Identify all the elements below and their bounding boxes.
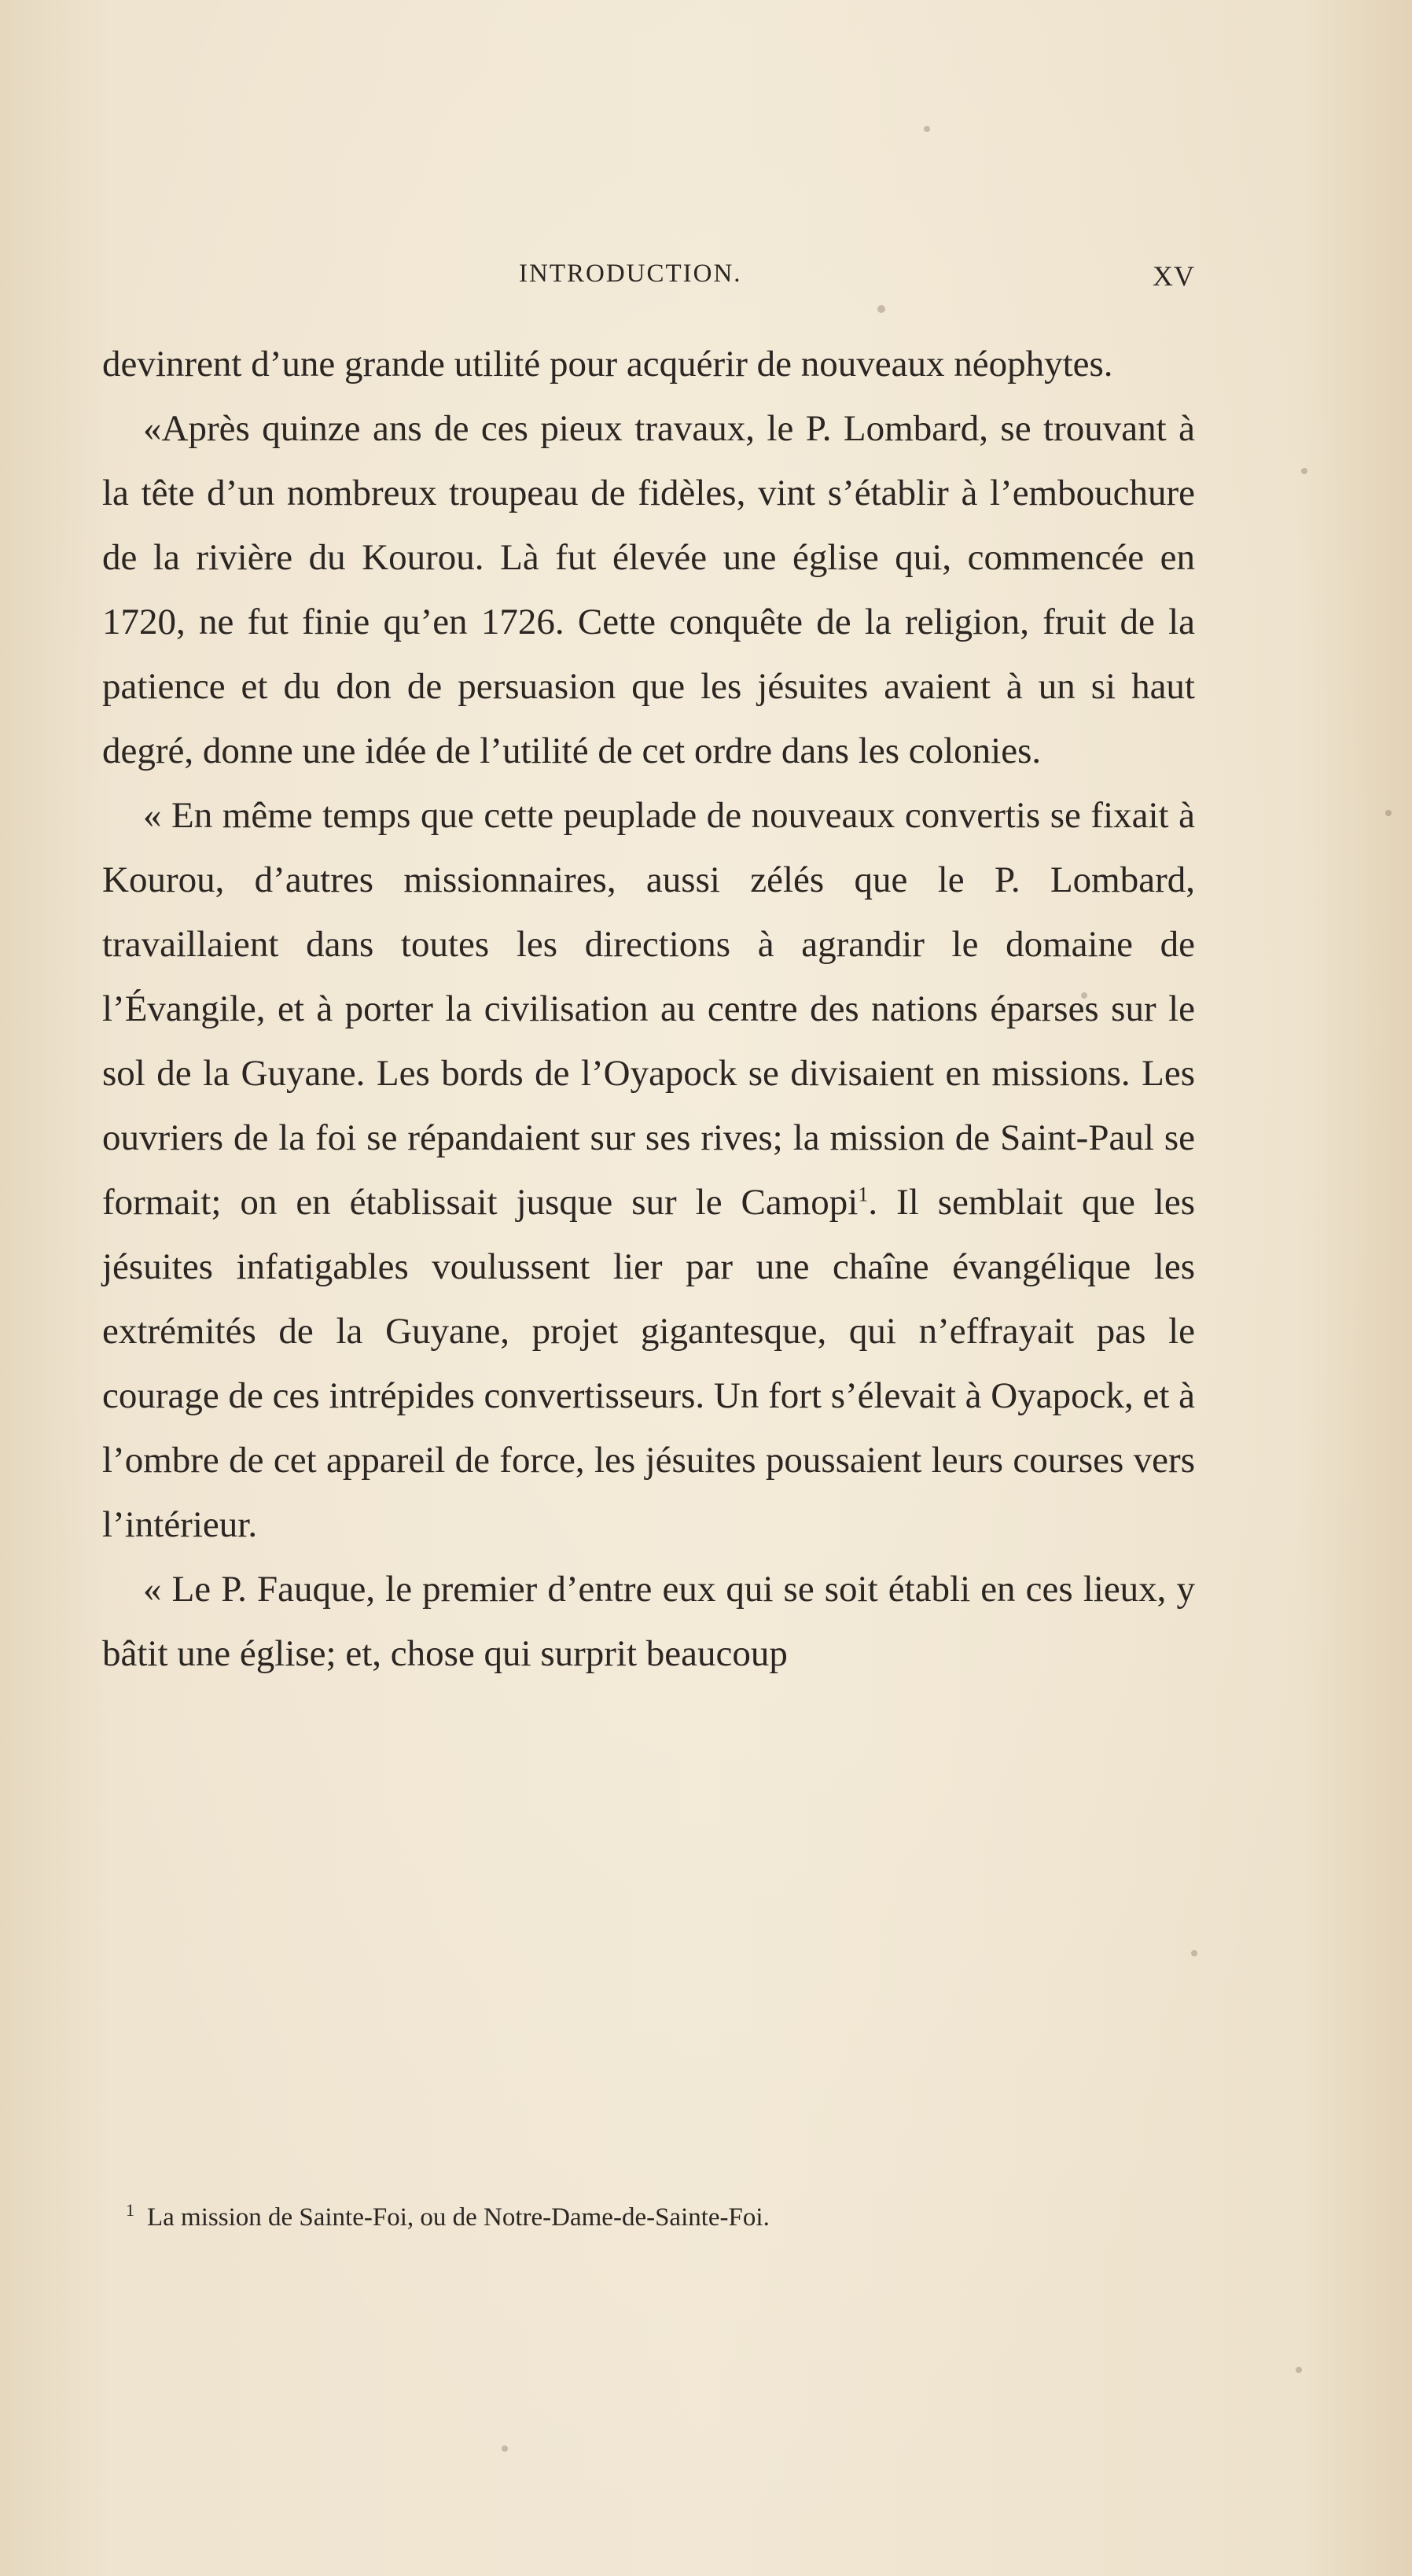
paragraph-missions-text-before: « En même temps que cette peuplade de nouveaux convertis se fixait à Kourou, d’autres missionnaires, aussi zélés que le P. Lombard, travaillaient dans toutes les directions à agrandir le domaine de l’Évangile, et à porter la civilisation au centre des nations éparses sur le sol de la Guyane. Les bords de l’Oyapock se divisaient en missions. Les ouvriers de la foi se répandaient sur ses rives; la mission de Saint-Paul se formait; on en établissait jusque sur le Camopi [102, 795, 1195, 1223]
main-text [102, 332, 1195, 1686]
paragraph-continuation: devinrent d’une grande utilité pour acquérir de nouveaux néophytes. [102, 344, 1113, 385]
paper-speck [877, 305, 885, 313]
paper-speck [502, 2445, 508, 2452]
paragraph-missions-text-after: . Il semblait que les jésuites infatigables voulussent lier par une chaîne évangélique les extrémités de la Guyane, projet gigantesque, qui n’effrayait pas le courage de ces intrépides convertisseurs. Un fort s’élevait à Oyapock, et à l’ombre de cet appareil de force, les jésuites poussaient leurs courses vers l’intérieur. [102, 1182, 1195, 1545]
paper-speck [1191, 1950, 1197, 1956]
paper-speck [1385, 810, 1392, 816]
page-number: XV [1153, 260, 1195, 292]
paragraph-lombard: «Après quinze ans de ces pieux travaux, le P. Lombard, se trouvant à la tête d’un nombreux troupeau de fidèles, vint s’établir à l’embouchure de la rivière du Kourou. Là fut élevée une église qui, commencée en 1720, ne fut finie qu’en 1726. Cette conquête de la religion, fruit de la patience et du don de persuasion que les jésuites avaient à un si haut degré, donne une idée de l’utilité de cet ordre dans les colonies. [102, 408, 1195, 771]
paragraph-missions [102, 783, 1195, 1557]
running-header [110, 259, 1195, 299]
footnote-mark: 1 [126, 2200, 134, 2220]
running-title: INTRODUCTION. [519, 259, 742, 288]
footnote-reference: 1 [858, 1183, 869, 1206]
paragraph-fauque: « Le P. Fauque, le premier d’entre eux qui se soit établi en ces lieux, y bâtit une église; et, chose qui surprit beaucoup [102, 1569, 1195, 1674]
paper-speck [924, 126, 930, 132]
footnote-text: La mission de Sainte-Foi, ou de Notre-Dame-de-Sainte-Foi. [147, 2203, 770, 2232]
paper-speck [1301, 468, 1307, 474]
footnote [126, 2200, 1195, 2235]
paper-speck [1296, 2367, 1302, 2373]
paper-speck [1081, 992, 1087, 999]
